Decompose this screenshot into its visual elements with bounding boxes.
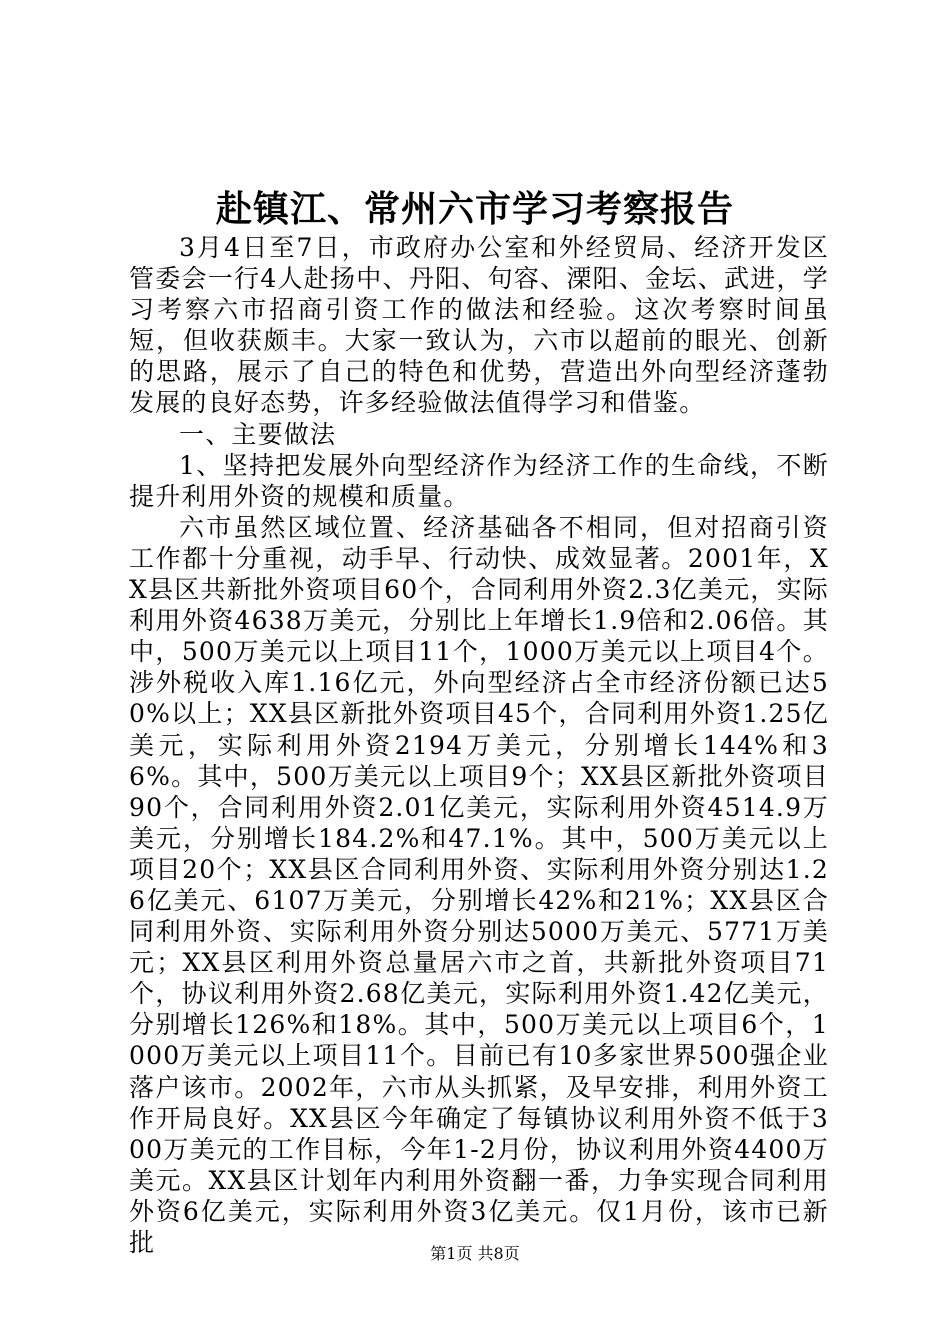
subsection-heading: 1、坚持把发展外向型经济作为经济工作的生命线，不断提升利用外资的规模和质量。: [129, 450, 829, 511]
section-heading: 一、主要做法: [179, 419, 337, 449]
paragraph-intro: 3月4日至7日，市政府办公室和外经贸局、经济开发区管委会一行4人赴扬中、丹阳、句容、溧阳、金坛、武进，学习考察六市招商引资工作的做法和经验。这次考察时间虽短，但收获颇丰。大家一致认为，六市以超前的眼光、创新的思路，展示了自己的特色和优势，营造出外向型经济蓬勃发展的良好态势，许多经验做法值得学习和借鉴。: [129, 233, 829, 418]
document-title: 赴镇江、常州六市学习考察报告: [215, 188, 734, 230]
page-footer: 第1页 共8页: [430, 1244, 520, 1263]
document-body: [129, 232, 829, 1258]
paragraph-details: 六市虽然区域位置、经济基础各不相同，但对招商引资工作都十分重视，动手早、行动快、成效显著。2001年，XX县区共新批外资项目60个，合同利用外资2.3亿美元，实际利用外资4638万美元，分别比上年增长1.9倍和2.06倍。其中，500万美元以上项目11个，1000万美元以上项目4个。涉外税收入库1.16亿元，外向型经济占全市经济份额已达50%以上；XX县区新批外资项目45个，合同利用外资1.25亿美元，实际利用外资2194万美元，分别增长144%和36%。其中，500万美元以上项目9个；XX县区新批外资项目90个，合同利用外资2.01亿美元，实际利用外资4514.9万美元，分别增长184.2%和47.1%。其中，500万美元以上项目20个；XX县区合同利用外资、实际利用外资分别达1.26亿美元、6107万美元，分别增长42%和21%；XX县区合同利用外资、实际利用外资分别达5000万美元、5771万美元；XX县区利用外资总量居六市之首，共新批外资项目71个，协议利用外资2.68亿美元，实际利用外资1.42亿美元，分别增长126%和18%。其中，500万美元以上项目6个，1000万美元以上项目11个。目前已有10多家世界500强企业落户该市。2002年，六市从头抓紧，及早安排，利用外资工作开局良好。XX县区今年确定了每镇协议利用外资不低于300万美元的工作目标，今年1-2月份，协议利用外资4400万美元。XX县区计划年内利用外资翻一番，力争实现合同利用外资6亿美元，实际利用外资3亿美元。仅1月份，该市已新批: [129, 512, 829, 1257]
